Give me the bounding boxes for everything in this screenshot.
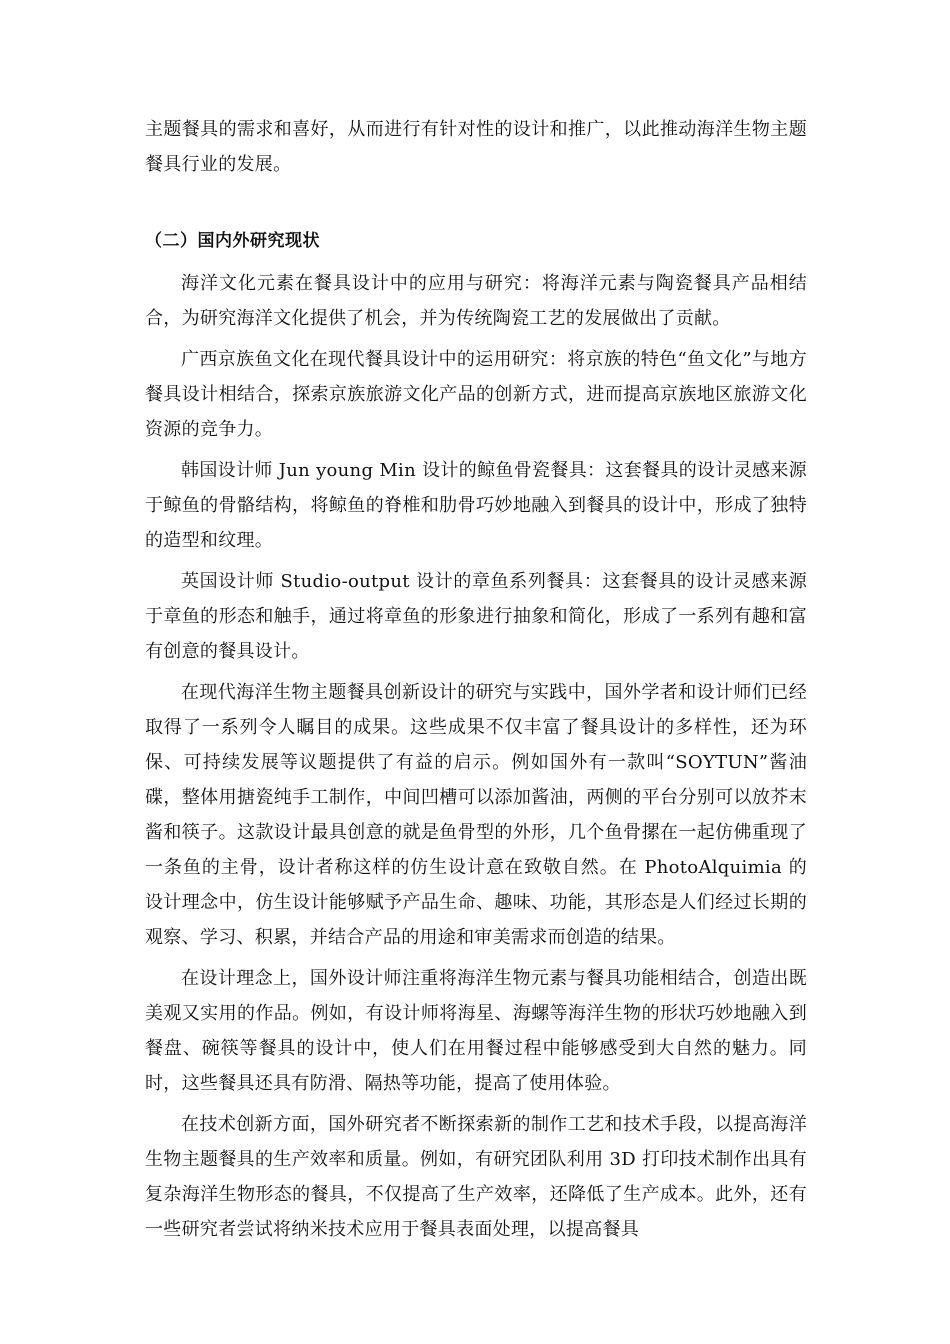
paragraph-jing-fish-culture: 广西京族鱼文化在现代餐具设计中的运用研究：将京族的特色“鱼文化”与地方餐具设计相结合，探索京族旅游文化产品的创新方式，进而提高京族地区旅游文化资源的竞争力。 <box>145 349 807 440</box>
paragraph-whale-bone-tableware: 韩国设计师 Jun young Min 设计的鲸鱼骨瓷餐具：这套餐具的设计灵感来源于鲸鱼的骨骼结构，将鲸鱼的脊椎和肋骨巧妙地融入到餐具的设计中，形成了独特的造型和纹理。 <box>145 460 807 551</box>
paragraph-technical-innovation: 在技术创新方面，国外研究者不断探索新的制作工艺和技术手段，以提高海洋生物主题餐具的生产效率和质量。例如，有研究团队利用 3D 打印技术制作出具有复杂海洋生物形态的餐具，不仅提高了生产效率，还降低了生产成本。此外，还有一些研究者尝试将纳米技术应用于餐具表面处理，以提高餐具 <box>145 1114 807 1240</box>
paragraph-marine-culture: 海洋文化元素在餐具设计中的应用与研究：将海洋元素与陶瓷餐具产品相结合，为研究海洋文化提供了机会，并为传统陶瓷工艺的发展做出了贡献。 <box>145 273 807 329</box>
paragraph-design-concept: 在设计理念上，国外设计师注重将海洋生物元素与餐具功能相结合，创造出既美观又实用的作品。例如，有设计师将海星、海螺等海洋生物的形状巧妙地融入到餐盘、碗筷等餐具的设计中，使人们在用餐过程中能够感受到大自然的魅力。同时，这些餐具还具有防滑、隔热等功能，提高了使用体验。 <box>145 968 807 1094</box>
paragraph-octopus-tableware: 英国设计师 Studio-output 设计的章鱼系列餐具：这套餐具的设计灵感来源于章鱼的形态和触手，通过将章鱼的形象进行抽象和简化，形成了一系列有趣和富有创意的餐具设计。 <box>145 571 807 662</box>
paragraph-foreign-research: 在现代海洋生物主题餐具创新设计的研究与实践中，国外学者和设计师们已经取得了一系列令人瞩目的成果。这些成果不仅丰富了餐具设计的多样性，还为环保、可持续发展等议题提供了有益的启示。例如国外有一款叫“SOYTUN”酱油碟，整体用搪瓷纯手工制作，中间凹槽可以添加酱油，两侧的平台分别可以放芥末酱和筷子。这款设计最具创意的就是鱼骨型的外形，几个鱼骨摞在一起仿佛重现了一条鱼的主骨，设计者称这样的仿生设计意在致敬自然。在 PhotoAlquimia 的设计理念中，仿生设计能够赋予产品生命、趣味、功能，其形态是人们经过长期的观察、学习、积累，并结合产品的用途和审美需求而创造的结果。 <box>145 682 807 948</box>
opening-paragraph: 主题餐具的需求和喜好，从而进行有针对性的设计和推广，以此推动海洋生物主题餐具行业的发展。 <box>145 119 807 175</box>
document-body <box>145 112 807 1247</box>
section-heading: （二）国内外研究现状 <box>145 231 320 251</box>
